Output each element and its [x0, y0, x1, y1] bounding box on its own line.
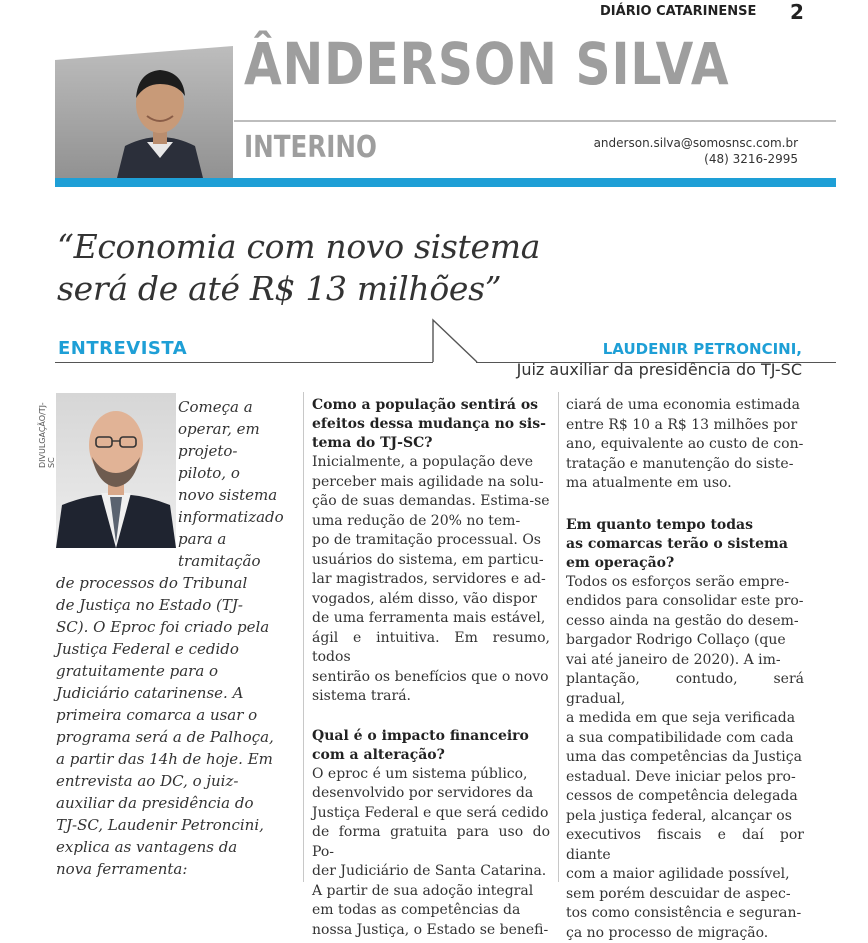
lead-line: operar, em — [178, 418, 296, 440]
lead-line: novo sistema — [178, 484, 296, 506]
answer-line: nossa Justiça, o Estado se benefi- — [312, 921, 550, 941]
lead-line: TJ-SC, Laudenir Petroncini, — [56, 814, 296, 836]
lead-line: piloto, o — [178, 462, 296, 484]
columnist-phone: (48) 3216-2995 — [560, 152, 798, 166]
lead-line: entrevista ao DC, o juiz- — [56, 770, 296, 792]
answer-line: em todas as competências da — [312, 901, 550, 921]
lead-line: primeira comarca a usar o — [56, 704, 296, 726]
answer-line: sentirão os benefícios que o novo — [312, 668, 550, 688]
answer-line: estadual. Deve iniciar pelos pro- — [566, 768, 804, 788]
question-line: as comarcas terão o sistema — [566, 535, 804, 554]
answer-line: ágil e intuitiva. Em resumo, todos — [312, 629, 550, 668]
answer-line: entre R$ 10 a R$ 13 milhões por — [566, 416, 804, 436]
columnist-name: ÂNDERSON SILVA — [244, 30, 729, 98]
headline-line-2: será de até R$ 13 milhões” — [57, 268, 697, 310]
answer-line: Justiça Federal e que será cedido — [312, 804, 550, 824]
lead-line: tramitação — [178, 550, 296, 572]
question-1 — [312, 396, 550, 453]
column-separator — [558, 392, 559, 882]
section-rule-left — [55, 362, 433, 363]
answer-line: bargador Rodrigo Collaço (que — [566, 631, 804, 651]
answer-line: a medida em que seja verificada — [566, 709, 804, 729]
answer-line: endidos para consolidar este pro- — [566, 592, 804, 612]
photo-credit: DIVULGAÇÃO/TJ-SC — [38, 398, 52, 468]
lead-line: Justiça Federal e cedido — [56, 638, 296, 660]
answer-line: uma das competências da Justiça — [566, 748, 804, 768]
columnist-tag: INTERINO — [244, 130, 377, 165]
answer-line: usuários do sistema, em particu- — [312, 551, 550, 571]
answer-line: a sua compatibilidade com cada — [566, 729, 804, 749]
answer-line: pela justiça federal, alcançar os — [566, 807, 804, 827]
interviewee-photo — [56, 393, 176, 548]
answer-line: executivos fiscais e daí por diante — [566, 826, 804, 865]
answer-line: de uma ferramenta mais estável, — [312, 609, 550, 629]
answer-line: plantação, contudo, será gradual, — [566, 670, 804, 709]
headline-line-1: “Economia com novo sistema — [57, 226, 697, 268]
lead-line: nova ferramenta: — [56, 858, 296, 880]
lead-line: informatizado — [178, 506, 296, 528]
lead-line: programa será a de Palhoça, — [56, 726, 296, 748]
lead-line: gratuitamente para o — [56, 660, 296, 682]
header-accent-bar — [55, 178, 836, 187]
interviewee-role: Juiz auxiliar da presidência do TJ-SC — [450, 360, 802, 379]
lead-wide — [56, 572, 296, 880]
answer-line: ciará de uma economia estimada — [566, 396, 804, 416]
answer-2-continued — [566, 396, 804, 494]
answer-line: Todos os esforços serão empre- — [566, 573, 804, 593]
answer-line: perceber mais agilidade na solu- — [312, 473, 550, 493]
lead-line: Começa a — [178, 396, 296, 418]
lead-line: Judiciário catarinense. A — [56, 682, 296, 704]
header-rule — [234, 120, 836, 122]
headline — [57, 226, 697, 310]
question-line: efeitos dessa mudança no sis- — [312, 415, 550, 434]
question-line: com a alteração? — [312, 746, 550, 765]
answer-line: de forma gratuita para uso do Po- — [312, 823, 550, 862]
interviewee-portrait-icon — [56, 393, 176, 548]
column-3 — [566, 396, 804, 943]
answer-1 — [312, 453, 550, 707]
column-2 — [312, 396, 550, 940]
answer-line: Inicialmente, a população deve — [312, 453, 550, 473]
answer-line: ano, equivalente ao custo de con- — [566, 435, 804, 455]
answer-line: uma redução de 20% no tem- — [312, 512, 550, 532]
page-number: 2 — [790, 0, 804, 24]
answer-3 — [566, 573, 804, 943]
answer-line: vogados, além disso, vão dispor — [312, 590, 550, 610]
lead-line: para a — [178, 528, 296, 550]
answer-line: tratação e manutenção do siste- — [566, 455, 804, 475]
answer-line: vai até janeiro de 2020). A im- — [566, 651, 804, 671]
lead-line: SC). O Eproc foi criado pela — [56, 616, 296, 638]
question-3 — [566, 516, 804, 573]
interviewee-name: LAUDENIR PETRONCINI, — [560, 340, 802, 358]
section-label: ENTREVISTA — [58, 338, 187, 359]
lead-line: de Justiça no Estado (TJ- — [56, 594, 296, 616]
columnist-email[interactable]: anderson.silva@somosnsc.com.br — [560, 136, 798, 150]
columnist-photo — [55, 46, 233, 186]
answer-line: der Judiciário de Santa Catarina. — [312, 862, 550, 882]
column-separator — [303, 392, 304, 882]
lead-line: a partir das 14h de hoje. Em — [56, 748, 296, 770]
answer-line: ça no processo de migração. — [566, 924, 804, 943]
answer-line: com a maior agilidade possível, — [566, 865, 804, 885]
answer-line: A partir de sua adoção integral — [312, 882, 550, 902]
answer-line: O eproc é um sistema público, — [312, 765, 550, 785]
lead-line: explica as vantagens da — [56, 836, 296, 858]
answer-line: desenvolvido por servidores da — [312, 784, 550, 804]
question-line: Como a população sentirá os — [312, 396, 550, 415]
answer-line: lar magistrados, servidores e ad- — [312, 570, 550, 590]
lead-line: projeto- — [178, 440, 296, 462]
answer-line: sistema trará. — [312, 687, 550, 707]
lead-narrow — [178, 396, 296, 572]
speech-pointer-icon — [425, 318, 485, 366]
question-line: Em quanto tempo todas — [566, 516, 804, 535]
answer-line: tos como consistência e seguran- — [566, 904, 804, 924]
question-line: Qual é o impacto financeiro — [312, 727, 550, 746]
columnist-portrait-icon — [55, 46, 233, 186]
question-2 — [312, 727, 550, 765]
question-line: tema do TJ-SC? — [312, 434, 550, 453]
answer-line: ção de suas demandas. Estima-se — [312, 492, 550, 512]
question-line: em operação? — [566, 554, 804, 573]
newspaper-name: DIÁRIO CATARINENSE — [600, 4, 756, 19]
lead-line: de processos do Tribunal — [56, 572, 296, 594]
answer-line: sem porém descuidar de aspec- — [566, 885, 804, 905]
lead-line: auxiliar da presidência do — [56, 792, 296, 814]
answer-line: cesso ainda na gestão do desem- — [566, 612, 804, 632]
answer-2 — [312, 765, 550, 941]
answer-line: po de tramitação processual. Os — [312, 531, 550, 551]
answer-line: ma atualmente em uso. — [566, 474, 804, 494]
answer-line: cessos de competência delegada — [566, 787, 804, 807]
